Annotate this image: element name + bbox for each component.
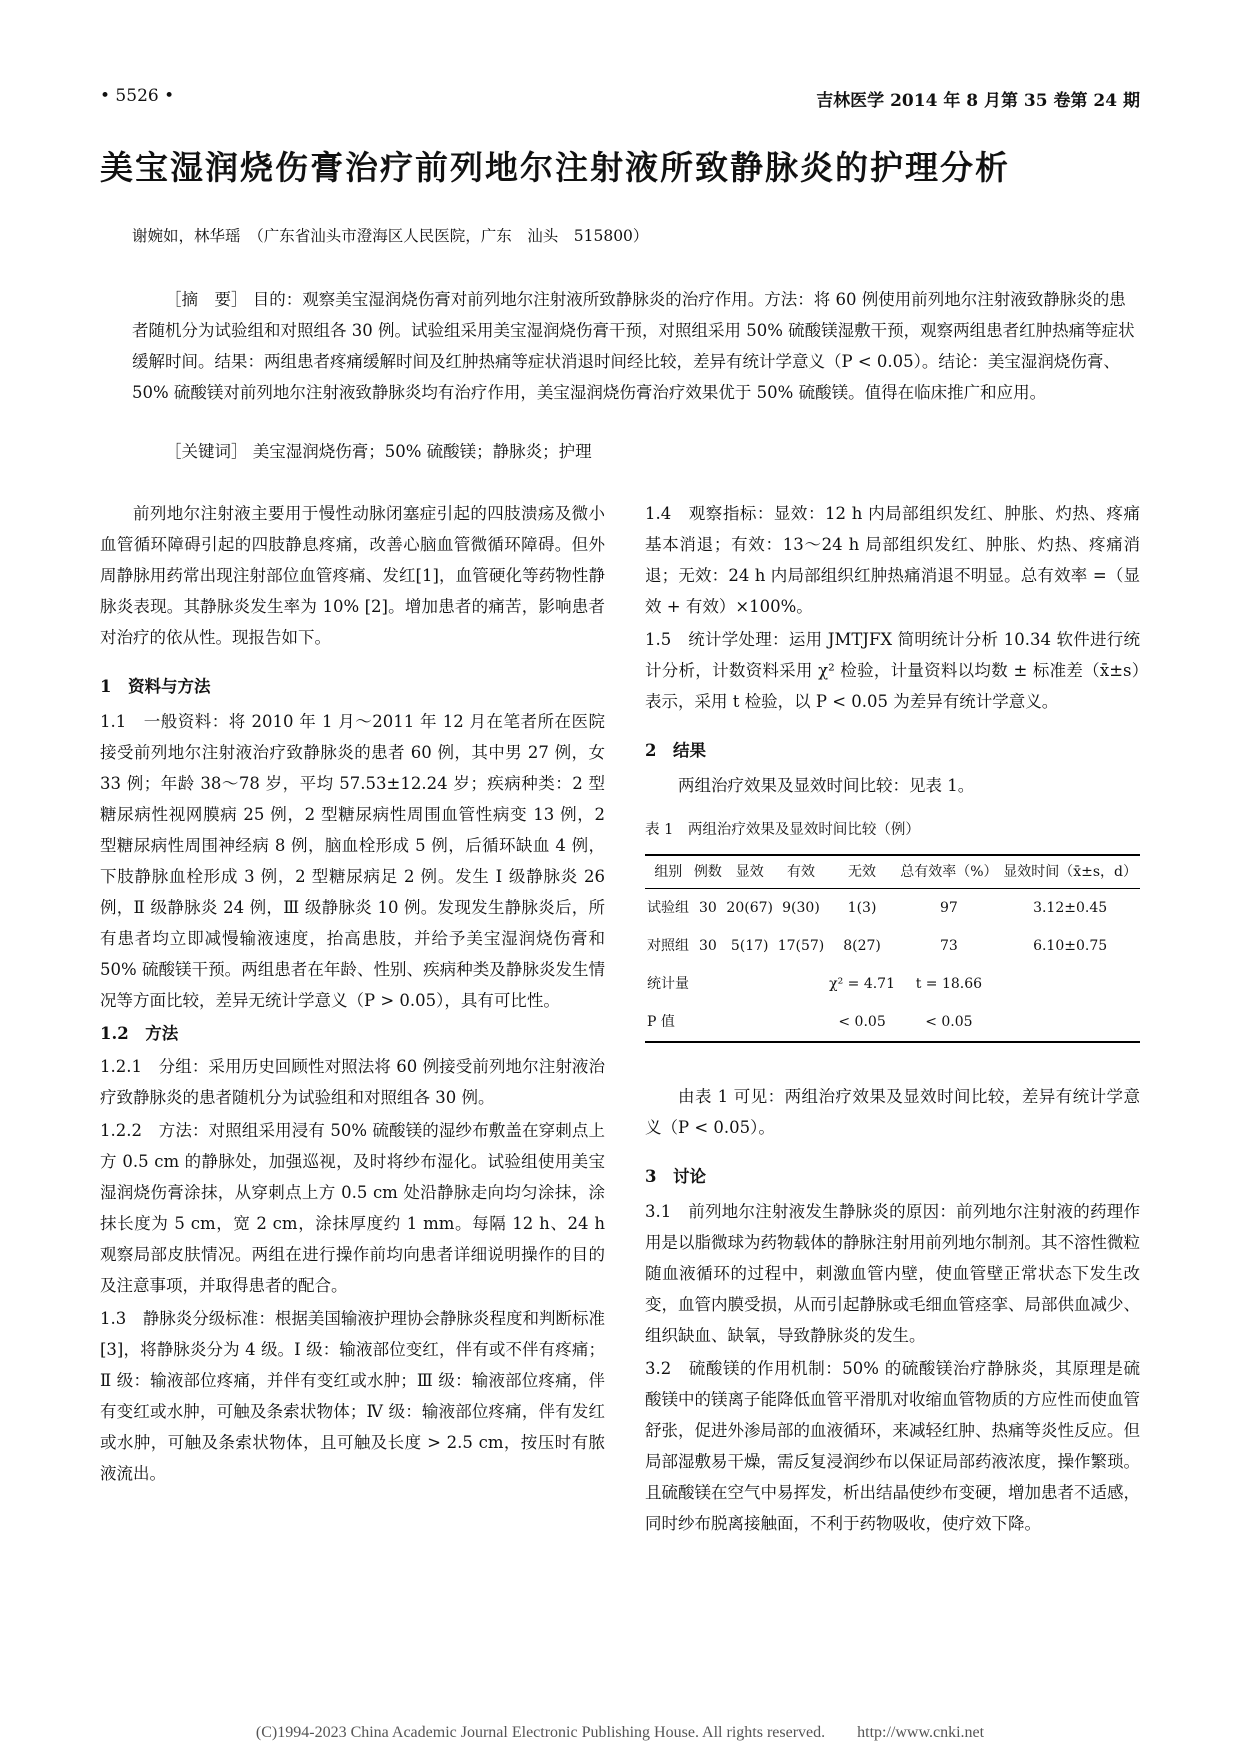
section-heading: 1 资料与方法 [100,677,211,696]
table-cell: 试验组 [647,900,689,916]
table-cell: t = 18.66 [915,976,983,992]
table-cell: 3.12±0.45 [1033,900,1108,916]
paragraph: 3.1 前列地尔注射液发生静脉炎的原因：前列地尔注射液的药理作用是以脂微球为药物载体的静脉注射用前列地尔制剂。其不溶性微粒随血液循环的过程中，刺激血管内壁，使血管壁正常状态下发生改变，血管内膜受损，从而引起静脉或毛细血管痉挛、局部供血减少、组织缺血、缺氧，导致静脉炎的发生。 [645,1202,1140,1345]
copyright-footer: (C)1994-2023 China Academic Journal Electronic Publishing House. All rights reserved. http://www.cnki.net [255,1724,985,1741]
intro-paragraph: 前列地尔注射液主要用于慢性动脉闭塞症引起的四肢溃疡及微小血管循环障碍引起的四肢静息疼痛，改善心脑血管微循环障碍。但外周静脉用药常出现注射部位血管疼痛、发红[1]，血管硬化等药物性静脉炎表现。其静脉炎发生率为 10% [2]。增加患者的痛苦，影响患者对治疗的依从性。现报告如下。 [100,504,605,647]
table-header: 组别 [645,855,692,889]
table-cell: 97 [939,900,958,916]
table-header: 总有效率（%） [898,855,1001,889]
paragraph: 1.5 统计学处理：运用 JMTJFX 简明统计分析 10.34 软件进行统计分析，计数资料采用 χ² 检验，计量资料以均数 ± 标准差（x̄±s）表示，采用 t 检验，以 P < 0.05 为差异有统计学意义。 [645,630,1140,711]
table-row [645,927,1140,965]
table-cell: 30 [698,900,717,916]
paragraph: 两组治疗效果及显效时间比较：见表 1。 [678,776,975,795]
left-column [100,498,605,1491]
table-header: 显效 [724,855,775,889]
table-cell: 30 [698,938,717,954]
table-header: 无效 [827,855,898,889]
table-row [645,965,1140,1003]
table-header: 有效 [775,855,826,889]
paragraph: 1.3 静脉炎分级标准：根据美国输液护理协会静脉炎程度和判断标准[3]，将静脉炎分为 4 级。Ⅰ 级：输液部位变红，伴有或不伴有疼痛；Ⅱ 级：输液部位疼痛，并伴有变红或水肿；Ⅲ 级：输液部位疼痛，伴有变红或水肿，可触及条索状物体；Ⅳ 级：输液部位疼痛，伴有发红或水肿，可触及条索状物体，且可触及长度 > 2.5 cm，按压时有脓液流出。 [100,1309,605,1483]
table-cell: < 0.05 [827,1003,898,1042]
paragraph: 1.2.2 方法：对照组采用浸有 50% 硫酸镁的湿纱布敷盖在穿刺点上方 0.5 cm 的静脉处，加强巡视，及时将纱布湿化。试验组使用美宝湿润烧伤膏涂抹，从穿刺点上方 0.5 cm 处沿静脉走向均匀涂抹，涂抹长度为 5 cm，宽 2 cm，涂抹厚度约 1 mm。每隔 12 h、24 h 观察局部皮肤情况。两组在进行操作前均向患者详细说明操作的目的及注意事项，并取得患者的配合。 [100,1121,605,1295]
table-header: 显效时间（x̄±s，d） [1000,855,1140,889]
table-row [645,1003,1140,1042]
table-cell: 20(67) [726,900,773,916]
table-cell: 8(27) [843,938,881,954]
section-heading: 3 讨论 [645,1167,706,1186]
article-title: 美宝湿润烧伤膏治疗前列地尔注射液所致静脉炎的护理分析 [100,148,1010,187]
table-cell: 5(17) [730,938,769,954]
table-row [645,889,1140,928]
table-cell: 对照组 [647,938,689,954]
authors-affiliation: 谢婉如，林华瑶 （广东省汕头市澄海区人民医院，广东 汕头 515800） [132,227,649,245]
page-number: • 5526 • [100,86,175,106]
keywords: ［关键词］ 美宝湿润烧伤膏；50% 硫酸镁；静脉炎；护理 [165,442,592,461]
results-table [645,854,1140,1043]
paragraph: 1.4 观察指标：显效：12 h 内局部组织发红、肿胀、灼热、疼痛基本消退；有效：13～24 h 局部组织发红、肿胀、灼热、疼痛消退；无效：24 h 内局部组织红肿热痛消退不明显。总有效率 =（显效 + 有效）×100%。 [645,504,1140,616]
table-cell: P 值 [645,1003,724,1042]
paragraph: 1.2.1 分组：采用历史回顾性对照法将 60 例接受前列地尔注射液治疗致静脉炎的患者随机分为试验组和对照组各 30 例。 [100,1057,605,1107]
table-cell: 统计量 [647,976,689,992]
table-cell: 73 [939,938,958,954]
table-cell: 17(57) [777,938,825,954]
subsection-heading: 1.2 方法 [100,1024,179,1043]
table-cell: 9(30) [782,900,820,916]
table-cell: < 0.05 [898,1003,1001,1042]
table-cell: 1(3) [847,900,877,916]
table-header: 例数 [692,855,724,889]
abstract: ［摘 要］ 目的：观察美宝湿润烧伤膏对前列地尔注射液所致静脉炎的治疗作用。方法：将 60 例使用前列地尔注射液致静脉炎的患者随机分为试验组和对照组各 30 例。试验组采用美宝湿润烧伤膏干预，对照组采用 50% 硫酸镁湿敷干预，观察两组患者红肿热痛等症状缓解时间。结果：两组患者疼痛缓解时间及红肿热痛等症状消退时间经比较，差异有统计学意义（P < 0.05）。结论：美宝湿润烧伤膏、50% 硫酸镁对前列地尔注射液致静脉炎均有治疗作用，美宝湿润烧伤膏治疗效果优于 50% 硫酸镁。值得在临床推广和应用。 [132,290,1135,402]
table-cell: 6.10±0.75 [1033,938,1108,954]
journal-info: 吉林医学 2014 年 8 月第 35 卷第 24 期 [816,91,1140,111]
table-cell: χ² = 4.71 [829,976,895,992]
paragraph: 1.1 一般资料：将 2010 年 1 月～2011 年 12 月在笔者所在医院接受前列地尔注射液治疗致静脉炎的患者 60 例，其中男 27 例，女 33 例；年龄 38～78 岁，平均 57.53±12.24 岁；疾病种类：2 型糖尿病性视网膜病 25 例，2 型糖尿病性周围血管性病变 13 例，2 型糖尿病性周围神经病 8 例，脑血栓形成 5 例，后循环缺血 4 例，下肢静脉血栓形成 3 例，2 型糖尿病足 2 例。发生 Ⅰ 级静脉炎 26 例，Ⅱ 级静脉炎 24 例，Ⅲ 级静脉炎 10 例。发现发生静脉炎后，所有患者均立即减慢输液速度，抬高患肢，并给予美宝湿润烧伤膏和 50% 硫酸镁干预。两组患者在年龄、性别、疾病种类及静脉炎发生情况等方面比较，差异无统计学意义（P > 0.05），具有可比性。 [100,712,605,1010]
section-heading: 2 结果 [645,741,706,760]
table-caption: 表 1 两组治疗效果及显效时间比较（例） [645,822,920,838]
paragraph: 3.2 硫酸镁的作用机制：50% 的硫酸镁治疗静脉炎，其原理是硫酸镁中的镁离子能降低血管平滑肌对收缩血管物质的方应性而使血管舒张，促进外渗局部的血液循环，来减轻红肿、热痛等炎性反应。但局部湿敷易干燥，需反复浸润纱布以保证局部药液浓度，操作繁琐。且硫酸镁在空气中易挥发，析出结晶使纱布变硬，增加患者不适感，同时纱布脱离接触面，不利于药物吸收，使疗效下降。 [645,1359,1140,1533]
paragraph: 由表 1 可见：两组治疗效果及显效时间比较，差异有统计学意义（P < 0.05）。 [645,1087,1140,1137]
right-column [645,498,1140,1541]
